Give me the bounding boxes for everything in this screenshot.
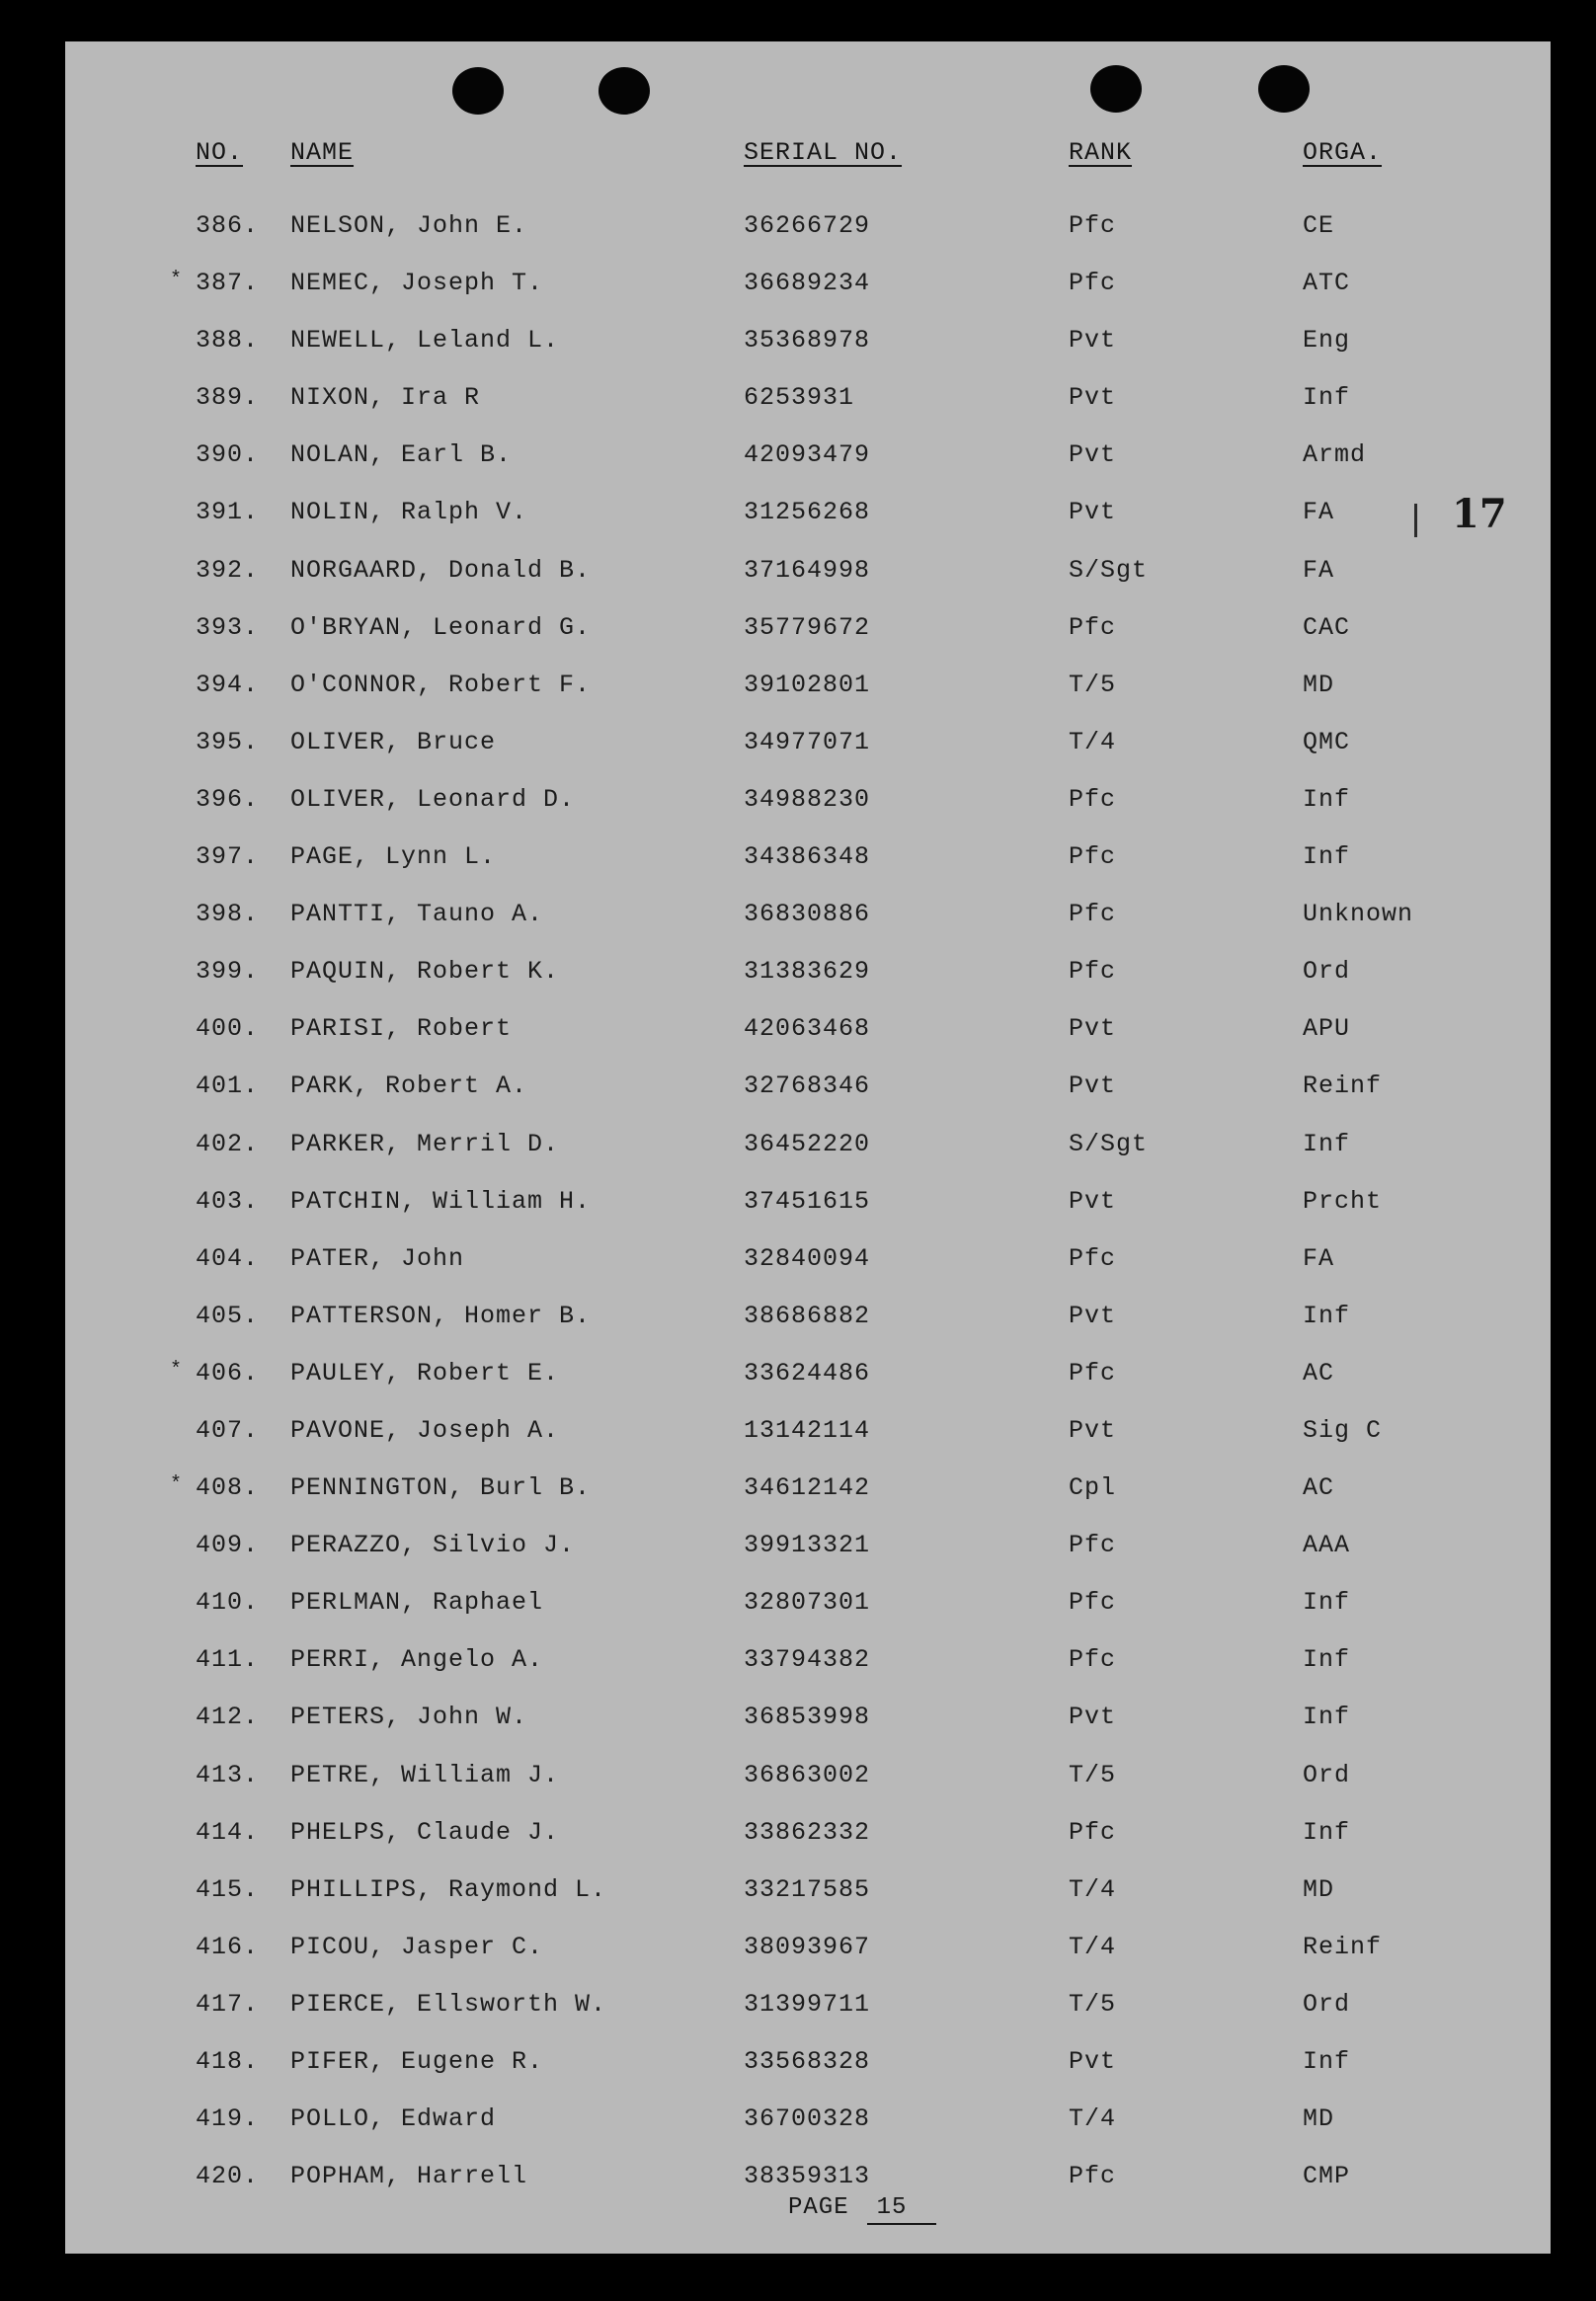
row-rank: T/5 [1069,1989,1117,2019]
row-serial-number: 31383629 [744,957,871,987]
row-rank: Pfc [1069,1531,1117,1560]
table-row [65,1586,1551,1643]
row-organization: Inf [1303,383,1351,413]
row-serial-number: 32840094 [744,1243,871,1273]
table-row [65,1643,1551,1701]
row-organization: Inf [1303,1301,1351,1330]
row-organization: Prcht [1303,1186,1383,1216]
row-serial-number: 42093479 [744,440,871,470]
row-serial-number: 36452220 [744,1129,871,1158]
row-rank: Pvt [1069,1301,1117,1330]
table-row [65,783,1551,840]
table-row [65,1128,1551,1185]
row-number: 419. [196,2104,260,2134]
row-rank: Pvt [1069,1071,1117,1101]
row-number: 399. [196,957,260,987]
row-organization: Inf [1303,2047,1351,2076]
header-orga: ORGA. [1303,138,1383,167]
row-serial-number: 36700328 [744,2104,871,2134]
row-rank: Pfc [1069,900,1117,929]
row-name: PENNINGTON, Burl B. [290,1473,592,1503]
page-label: PAGE [788,2194,849,2221]
row-serial-number: 13142114 [744,1415,871,1445]
row-rank: T/5 [1069,670,1117,699]
row-name: PATTERSON, Homer B. [290,1301,592,1330]
row-number: 412. [196,1703,260,1732]
row-rank: Pfc [1069,842,1117,872]
row-serial-number: 33794382 [744,1645,871,1675]
table-row [65,1931,1551,1988]
row-rank: Cpl [1069,1473,1117,1503]
row-name: PERRI, Angelo A. [290,1645,544,1675]
row-serial-number: 32807301 [744,1588,871,1618]
table-row [65,1357,1551,1414]
row-serial-number: 31256268 [744,498,871,527]
row-organization: Inf [1303,1817,1351,1847]
row-name: PICOU, Jasper C. [290,1932,544,1961]
table-row [65,1759,1551,1816]
row-serial-number: 33217585 [744,1874,871,1904]
punch-hole-3 [1090,65,1142,113]
page-number: 15 [867,2194,937,2225]
row-organization: MD [1303,1874,1335,1904]
row-organization: AC [1303,1473,1335,1503]
row-organization: CE [1303,211,1335,240]
row-number: 413. [196,1760,260,1789]
table-row [65,1012,1551,1070]
row-name: OLIVER, Bruce [290,727,497,756]
row-organization: Reinf [1303,1071,1383,1101]
row-number: 396. [196,784,260,814]
row-organization: Ord [1303,957,1351,987]
row-serial-number: 39913321 [744,1531,871,1560]
header-serial: SERIAL NO. [744,138,903,167]
row-name: PHILLIPS, Raymond L. [290,1874,607,1904]
row-rank: Pvt [1069,326,1117,356]
page-footer [788,2194,936,2225]
row-number: 393. [196,612,260,642]
row-number: 388. [196,326,260,356]
row-serial-number: 34612142 [744,1473,871,1503]
row-name: PIERCE, Ellsworth W. [290,1989,607,2019]
table-row [65,438,1551,496]
row-organization: Sig C [1303,1415,1383,1445]
row-rank: T/5 [1069,1760,1117,1789]
row-name: NORGAARD, Donald B. [290,555,592,585]
row-number: 404. [196,1243,260,1273]
row-organization: APU [1303,1014,1351,1044]
row-rank: Pvt [1069,440,1117,470]
row-number: 407. [196,1415,260,1445]
table-row [65,324,1551,381]
row-name: OLIVER, Leonard D. [290,784,576,814]
row-name: PAULEY, Robert E. [290,1358,560,1388]
row-rank: Pvt [1069,1415,1117,1445]
row-name: PANTTI, Tauno A. [290,900,544,929]
row-organization: ATC [1303,269,1351,298]
table-row [65,1529,1551,1586]
row-name: PETRE, William J. [290,1760,560,1789]
table-row [65,2103,1551,2160]
table-row [65,1242,1551,1300]
row-rank: S/Sgt [1069,555,1149,585]
table-row [65,2045,1551,2103]
row-serial-number: 31399711 [744,1989,871,2019]
table-row [65,611,1551,669]
row-rank: Pfc [1069,784,1117,814]
header-no: NO. [196,138,244,167]
row-name: O'CONNOR, Robert F. [290,670,592,699]
row-rank: Pfc [1069,1358,1117,1388]
row-serial-number: 42063468 [744,1014,871,1044]
row-name: O'BRYAN, Leonard G. [290,612,592,642]
row-name: NOLAN, Earl B. [290,440,513,470]
row-number: 395. [196,727,260,756]
row-organization: Inf [1303,784,1351,814]
punch-hole-1 [452,67,504,115]
row-organization: CAC [1303,612,1351,642]
row-star-mark: * [170,1473,184,1497]
row-serial-number: 36266729 [744,211,871,240]
row-rank: T/4 [1069,727,1117,756]
row-serial-number: 37451615 [744,1186,871,1216]
row-name: PARKER, Merril D. [290,1129,560,1158]
row-organization: Unknown [1303,900,1414,929]
row-rank: T/4 [1069,2104,1117,2134]
row-organization: MD [1303,2104,1335,2134]
roster-table [65,209,1551,2217]
row-name: NIXON, Ira R [290,383,481,413]
row-number: 418. [196,2047,260,2076]
table-row [65,1816,1551,1873]
row-number: 394. [196,670,260,699]
row-number: 409. [196,1531,260,1560]
row-name: PERAZZO, Silvio J. [290,1531,576,1560]
row-rank: Pfc [1069,2162,1117,2191]
row-rank: Pfc [1069,269,1117,298]
table-row [65,1414,1551,1471]
row-number: 402. [196,1129,260,1158]
row-number: 416. [196,1932,260,1961]
row-serial-number: 33568328 [744,2047,871,2076]
row-serial-number: 37164998 [744,555,871,585]
row-name: PAQUIN, Robert K. [290,957,560,987]
row-number: 406. [196,1358,260,1388]
row-name: POLLO, Edward [290,2104,497,2134]
table-row [65,1185,1551,1242]
row-name: PERLMAN, Raphael [290,1588,544,1618]
table-row [65,840,1551,898]
row-rank: S/Sgt [1069,1129,1149,1158]
row-rank: Pfc [1069,1588,1117,1618]
row-number: 401. [196,1071,260,1101]
row-name: NEMEC, Joseph T. [290,269,544,298]
row-number: 411. [196,1645,260,1675]
row-serial-number: 38093967 [744,1932,871,1961]
row-serial-number: 36689234 [744,269,871,298]
row-organization: QMC [1303,727,1351,756]
row-serial-number: 32768346 [744,1071,871,1101]
row-serial-number: 34977071 [744,727,871,756]
row-rank: Pvt [1069,2047,1117,2076]
row-organization: Inf [1303,1645,1351,1675]
row-rank: Pfc [1069,1645,1117,1675]
row-organization: Ord [1303,1989,1351,2019]
row-serial-number: 33862332 [744,1817,871,1847]
row-serial-number: 36853998 [744,1703,871,1732]
row-number: 405. [196,1301,260,1330]
row-serial-number: 36830886 [744,900,871,929]
punch-hole-2 [598,67,650,115]
row-serial-number: 34988230 [744,784,871,814]
row-name: PATER, John [290,1243,465,1273]
row-name: NELSON, John E. [290,211,528,240]
row-serial-number: 34386348 [744,842,871,872]
row-star-mark: * [170,269,184,292]
row-rank: T/4 [1069,1874,1117,1904]
row-number: 397. [196,842,260,872]
row-serial-number: 36863002 [744,1760,871,1789]
row-number: 400. [196,1014,260,1044]
row-name: NOLIN, Ralph V. [290,498,528,527]
row-serial-number: 38686882 [744,1301,871,1330]
row-organization: Eng [1303,326,1351,356]
row-organization: FA [1303,1243,1335,1273]
row-rank: T/4 [1069,1932,1117,1961]
row-number: 392. [196,555,260,585]
document-page [65,41,1551,2254]
row-rank: Pvt [1069,1186,1117,1216]
row-number: 410. [196,1588,260,1618]
row-organization: CMP [1303,2162,1351,2191]
row-star-mark: * [170,1358,184,1382]
row-number: 415. [196,1874,260,1904]
row-name: PHELPS, Claude J. [290,1817,560,1847]
row-name: PARK, Robert A. [290,1071,528,1101]
row-name: PATCHIN, William H. [290,1186,592,1216]
row-number: 398. [196,900,260,929]
row-name: PETERS, John W. [290,1703,528,1732]
table-row [65,554,1551,611]
row-organization: Inf [1303,1588,1351,1618]
row-number: 414. [196,1817,260,1847]
header-name: NAME [290,138,355,167]
row-name: PAGE, Lynn L. [290,842,497,872]
row-organization: Inf [1303,842,1351,872]
row-rank: Pvt [1069,1014,1117,1044]
row-number: 408. [196,1473,260,1503]
row-rank: Pvt [1069,498,1117,527]
table-row [65,955,1551,1012]
row-number: 420. [196,2162,260,2191]
row-organization: AC [1303,1358,1335,1388]
punch-hole-4 [1258,65,1310,113]
table-row [65,1300,1551,1357]
table-row [65,1988,1551,2045]
table-row [65,496,1551,553]
row-organization: Reinf [1303,1932,1383,1961]
row-rank: Pvt [1069,383,1117,413]
table-row [65,381,1551,438]
row-rank: Pfc [1069,957,1117,987]
row-organization: MD [1303,670,1335,699]
header-rank: RANK [1069,138,1133,167]
row-rank: Pfc [1069,612,1117,642]
row-serial-number: 38359313 [744,2162,871,2191]
row-number: 417. [196,1989,260,2019]
table-row [65,669,1551,726]
row-number: 391. [196,498,260,527]
table-row [65,1873,1551,1931]
row-organization: Inf [1303,1129,1351,1158]
row-organization: Ord [1303,1760,1351,1789]
row-number: 403. [196,1186,260,1216]
row-number: 389. [196,383,260,413]
row-organization: Armd [1303,440,1367,470]
row-name: PARISI, Robert [290,1014,513,1044]
row-serial-number: 35779672 [744,612,871,642]
row-rank: Pvt [1069,1703,1117,1732]
row-name: NEWELL, Leland L. [290,326,560,356]
row-name: POPHAM, Harrell [290,2162,528,2191]
row-organization: FA [1303,498,1335,527]
table-row [65,1070,1551,1127]
row-organization: AAA [1303,1531,1351,1560]
table-row [65,1701,1551,1758]
table-row [65,1471,1551,1529]
row-number: 386. [196,211,260,240]
side-number: 17 [1452,491,1507,537]
row-number: 390. [196,440,260,470]
row-rank: Pfc [1069,1817,1117,1847]
row-serial-number: 6253931 [744,383,855,413]
table-row [65,898,1551,955]
table-row [65,209,1551,267]
row-rank: Pfc [1069,211,1117,240]
table-row [65,726,1551,783]
table-row [65,267,1551,324]
row-organization: FA [1303,555,1335,585]
row-name: PAVONE, Joseph A. [290,1415,560,1445]
row-organization: Inf [1303,1703,1351,1732]
row-serial-number: 39102801 [744,670,871,699]
row-number: 387. [196,269,260,298]
row-name: PIFER, Eugene R. [290,2047,544,2076]
row-rank: Pfc [1069,1243,1117,1273]
row-serial-number: 33624486 [744,1358,871,1388]
row-serial-number: 35368978 [744,326,871,356]
